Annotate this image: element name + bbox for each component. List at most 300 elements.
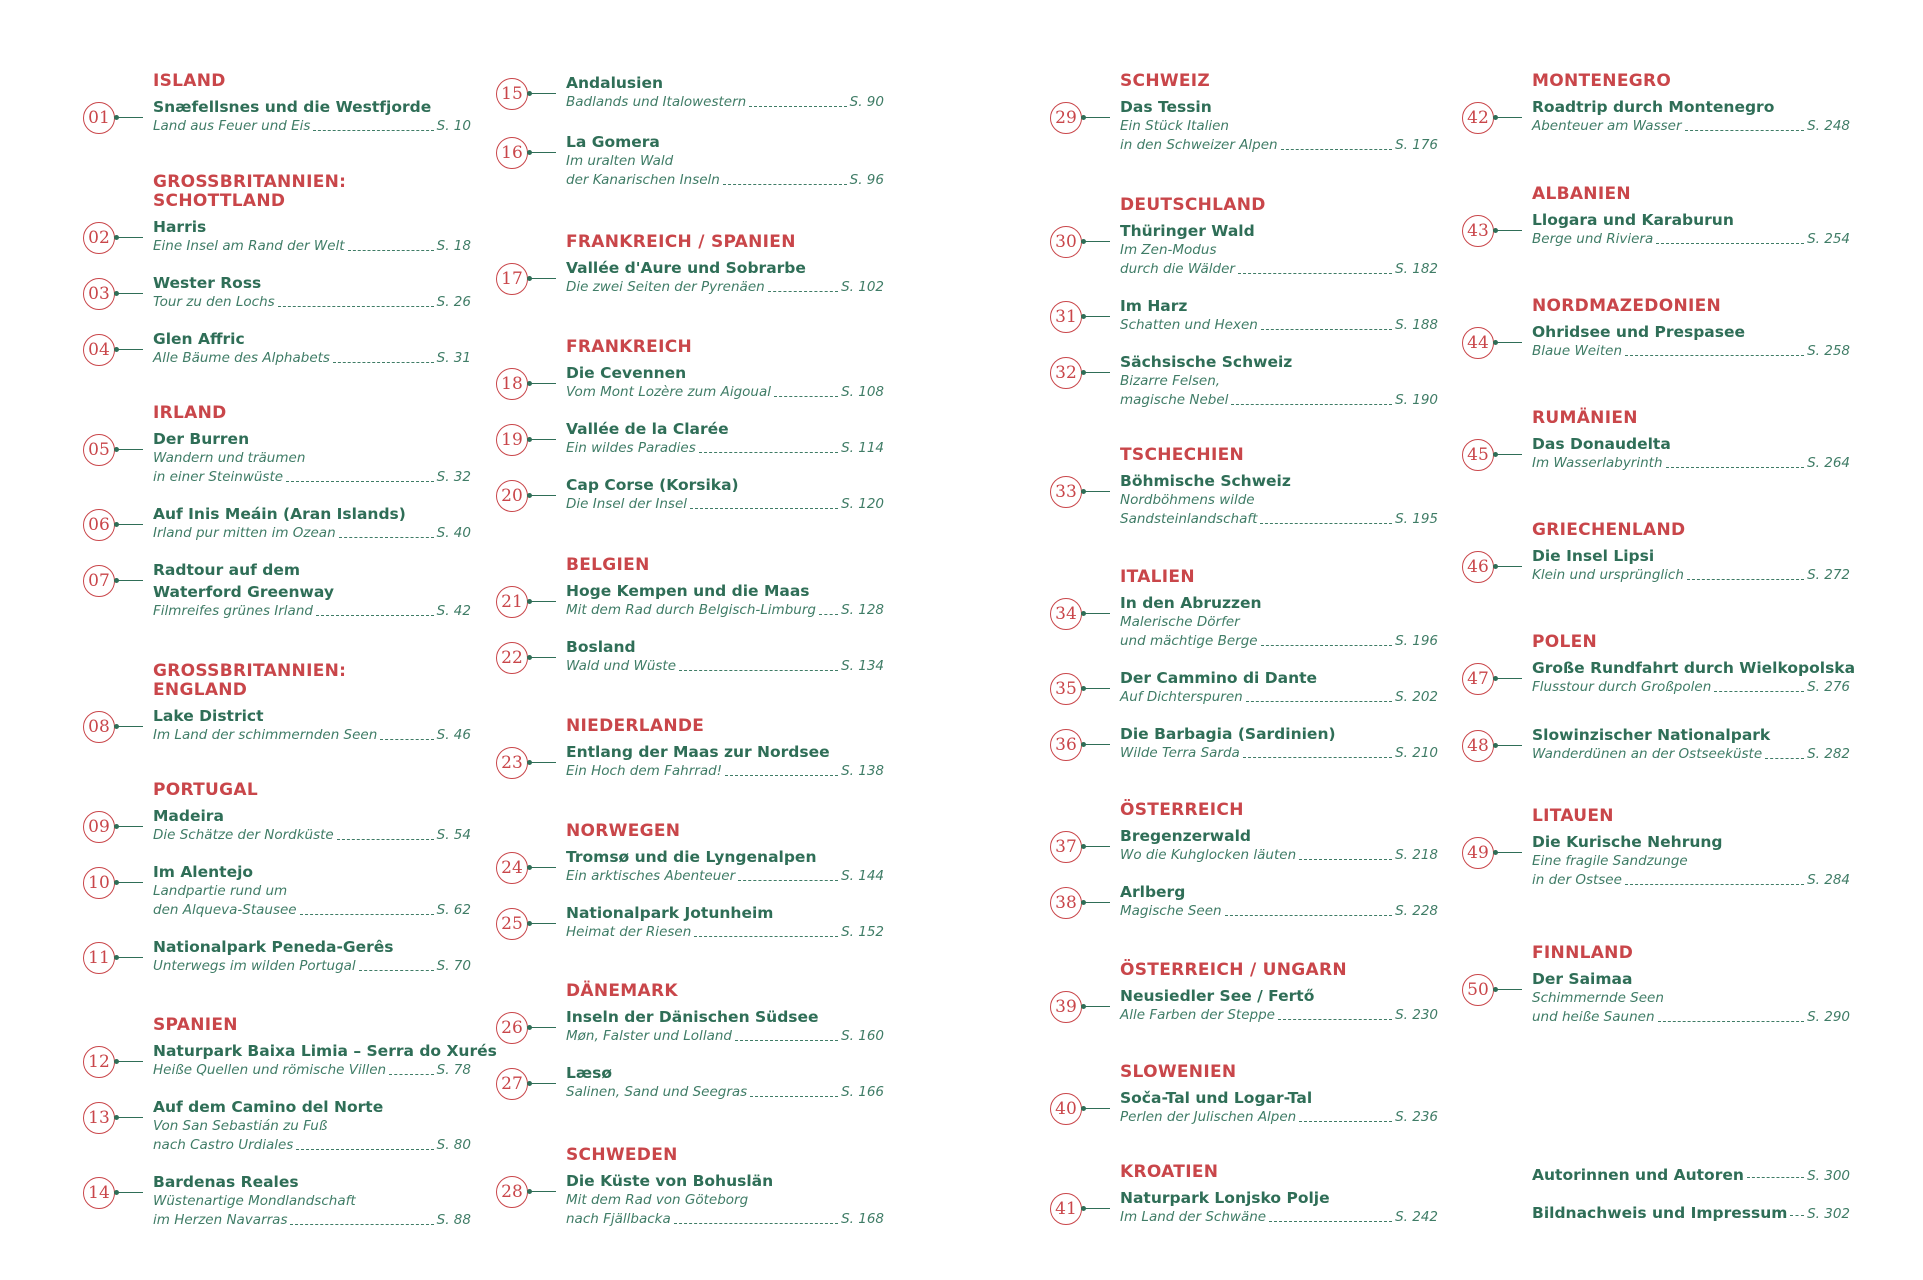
dot-leader: [1260, 523, 1392, 524]
entry-number-badge: 39: [1050, 991, 1082, 1023]
entry-subtitle: [1532, 566, 1850, 585]
connector-line: [1495, 342, 1522, 343]
page-number: S. 264: [1807, 455, 1850, 471]
connector-line: [1083, 1108, 1110, 1109]
entry-number-badge: 02: [83, 222, 115, 254]
page-number: S. 31: [436, 350, 471, 366]
entry-title-line: Arlberg: [1120, 883, 1186, 901]
page-number: S. 242: [1395, 1209, 1438, 1225]
connector-line: [116, 349, 143, 350]
entry-number-badge: 47: [1462, 663, 1494, 695]
entry-number-badge: 33: [1050, 476, 1082, 508]
entry-subtitle-text: Wilde Terra Sarda: [1120, 745, 1240, 761]
entry-title[interactable]: [1120, 351, 1440, 373]
entry-title[interactable]: [566, 474, 886, 496]
entry-title[interactable]: [566, 580, 886, 602]
entry-title[interactable]: [153, 861, 473, 883]
entry-subtitle-text: Magische Seen: [1120, 903, 1222, 919]
connector-line: [116, 1061, 143, 1062]
entry-title-line: Inseln der Dänischen Südsee: [566, 1008, 819, 1026]
entry-title[interactable]: [153, 503, 473, 525]
connector-line: [529, 439, 556, 440]
entry-subtitle: [1120, 902, 1438, 921]
entry-subtitle: [566, 762, 884, 781]
page-number: S. 62: [436, 902, 471, 918]
dot-leader: [286, 481, 434, 482]
dot-leader: [750, 1096, 838, 1097]
entry-subtitle: [566, 657, 884, 676]
entry-subtitle-text: Die zwei Seiten der Pyrenäen: [566, 279, 765, 295]
entry-subtitle-text: Abenteuer am Wasser: [1532, 118, 1682, 134]
entry-title[interactable]: [1120, 825, 1440, 847]
page-number: S. 32: [436, 469, 471, 485]
connector-line: [1083, 241, 1110, 242]
dot-leader: [1625, 355, 1804, 356]
entry-title[interactable]: [1532, 724, 1852, 746]
country-heading: [566, 717, 886, 736]
entry-title-line: Cap Corse (Korsika): [566, 476, 739, 494]
country-heading-line: ÖSTERREICH: [1120, 800, 1244, 820]
entry-title[interactable]: [153, 96, 473, 118]
entry-title[interactable]: [1532, 209, 1852, 231]
entry-title-line: Hoge Kempen und die Maas: [566, 582, 810, 600]
entry-title[interactable]: [153, 216, 473, 238]
country-heading-line: SCHWEDEN: [566, 1145, 678, 1165]
connector-line: [1495, 745, 1522, 746]
entry-title-line: Naturpark Lonjsko Polje: [1120, 1189, 1330, 1207]
entry-title[interactable]: [1120, 96, 1440, 118]
entry-title[interactable]: [1120, 295, 1440, 317]
country-heading-line: SCHWEIZ: [1120, 71, 1211, 91]
entry-subtitle-text: Flusstour durch Großpolen: [1532, 679, 1712, 695]
dot-leader: [1238, 273, 1392, 274]
page-number: S. 10: [436, 118, 471, 134]
page-number: S. 138: [841, 763, 884, 779]
entry-title[interactable]: [566, 1062, 886, 1084]
page-number: S. 182: [1395, 261, 1438, 277]
page-number: S. 144: [841, 868, 884, 884]
dot-leader: [768, 291, 838, 292]
dot-leader: [1269, 1221, 1392, 1222]
page-number: S. 166: [841, 1084, 884, 1100]
entry-subtitle: [1532, 1008, 1850, 1027]
entry-subtitle: [566, 171, 884, 190]
entry-title-line: Thüringer Wald: [1120, 222, 1255, 240]
entry-title-line: Llogara und Karaburun: [1532, 211, 1734, 229]
country-heading-line: NIEDERLANDE: [566, 716, 705, 736]
entry-subtitle-text: im Herzen Navarras: [153, 1212, 288, 1228]
entry-number-badge: 43: [1462, 215, 1494, 247]
entry-title[interactable]: [566, 131, 886, 153]
country-heading: [1532, 633, 1852, 652]
page-number: S. 190: [1395, 392, 1438, 408]
entry-title[interactable]: [153, 1040, 497, 1062]
entry-subtitle: [1532, 454, 1850, 473]
entry-subtitle: [1120, 846, 1438, 865]
entry-subtitle: [566, 601, 884, 620]
entry-subtitle-text: der Kanarischen Inseln: [566, 172, 720, 188]
entry-title[interactable]: [153, 328, 473, 350]
entry-title[interactable]: [1532, 96, 1852, 118]
entry-subtitle-text: Wo die Kuhglocken läuten: [1120, 847, 1297, 863]
page-number: S. 302: [1807, 1206, 1850, 1222]
connector-line: [1083, 902, 1110, 903]
entry-number-badge: 48: [1462, 730, 1494, 762]
page-number: S. 254: [1807, 231, 1850, 247]
entry-subtitle-text: in der Ostsee: [1532, 872, 1622, 888]
entry-subtitle-text: Von San Sebastián zu Fuß: [153, 1118, 328, 1134]
entry-title[interactable]: [1532, 657, 1856, 679]
page-number: S. 236: [1395, 1109, 1438, 1125]
dot-leader: [1658, 1021, 1805, 1022]
country-heading: [1532, 521, 1852, 540]
entry-subtitle-text: Im Land der Schwäne: [1120, 1209, 1267, 1225]
page-number: S. 120: [841, 496, 884, 512]
entry-number-badge: 23: [496, 747, 528, 779]
connector-line: [529, 657, 556, 658]
country-heading-line: MONTENEGRO: [1532, 71, 1672, 91]
entry-subtitle-text: Malerische Dörfer: [1120, 614, 1240, 630]
dot-leader: [1281, 149, 1392, 150]
country-heading-line: KROATIEN: [1120, 1162, 1219, 1182]
entry-number-badge: 04: [83, 334, 115, 366]
entry-subtitle: [153, 1117, 471, 1136]
entry-subtitle-text: den Alqueva-Stausee: [153, 902, 297, 918]
entry-title-line: Lake District: [153, 707, 264, 725]
dot-leader: [313, 130, 433, 131]
connector-line: [529, 923, 556, 924]
dot-leader: [819, 614, 838, 615]
entry-subtitle: [1120, 136, 1438, 155]
entry-number-badge: 49: [1462, 837, 1494, 869]
entry-title-line: Nationalpark Peneda-Gerês: [153, 938, 394, 956]
entry-title-line: Bregenzerwald: [1120, 827, 1251, 845]
dot-leader: [679, 670, 838, 671]
page-number: S. 276: [1807, 679, 1850, 695]
country-heading-line: POLEN: [1532, 632, 1598, 652]
entry-subtitle-text: Berge und Riviera: [1532, 231, 1654, 247]
page-number: S. 80: [436, 1137, 471, 1153]
dot-leader: [674, 1223, 838, 1224]
country-heading-line: BELGIEN: [566, 555, 650, 575]
entry-title[interactable]: [566, 72, 886, 94]
entry-title-line: Radtour auf dem: [153, 561, 301, 579]
appendix-entry[interactable]: [1532, 1162, 1850, 1184]
country-heading: [153, 404, 473, 423]
entry-subtitle-text: nach Fjällbacka: [566, 1211, 671, 1227]
country-heading-line: FINNLAND: [1532, 943, 1634, 963]
country-heading: [566, 822, 886, 841]
dot-leader: [1747, 1177, 1804, 1178]
entry-title[interactable]: [1532, 321, 1852, 343]
entry-subtitle: [1120, 632, 1438, 651]
country-heading: [153, 72, 473, 91]
connector-line: [529, 1191, 556, 1192]
entry-title-line: Das Donaudelta: [1532, 435, 1671, 453]
entry-title[interactable]: [1120, 1187, 1440, 1209]
entry-number-badge: 05: [83, 434, 115, 466]
appendix-title: Bildnachweis und Impressum: [1532, 1204, 1788, 1222]
entry-title[interactable]: [153, 705, 473, 727]
entry-number-badge: 18: [496, 368, 528, 400]
country-heading-line: ALBANIEN: [1532, 184, 1631, 204]
entry-title[interactable]: [153, 1096, 473, 1118]
connector-line: [1083, 846, 1110, 847]
entry-number-badge: 35: [1050, 673, 1082, 705]
entry-title[interactable]: [153, 805, 473, 827]
entry-number-badge: 19: [496, 424, 528, 456]
entry-title[interactable]: [566, 418, 886, 440]
country-heading-line: SLOWENIEN: [1120, 1062, 1237, 1082]
country-heading-line: ISLAND: [153, 71, 226, 91]
entry-title[interactable]: [566, 636, 886, 658]
entry-title[interactable]: [1532, 545, 1852, 567]
entry-title-line: Snæfellsnes und die Westfjorde: [153, 98, 432, 116]
dot-leader: [1656, 243, 1804, 244]
entry-subtitle: [566, 383, 884, 402]
entry-subtitle: [1120, 688, 1438, 707]
dot-leader: [749, 106, 846, 107]
entry-title-line: Neusiedler See / Fertő: [1120, 987, 1315, 1005]
entry-subtitle-text: Sandsteinlandschaft: [1120, 511, 1258, 527]
country-heading-line: DÄNEMARK: [566, 981, 678, 1001]
entry-subtitle-text: Ein wildes Paradies: [566, 440, 696, 456]
country-heading: [566, 233, 886, 252]
dot-leader: [725, 775, 838, 776]
country-heading: [566, 982, 886, 1001]
dot-leader: [290, 1224, 433, 1225]
page-number: S. 40: [436, 525, 471, 541]
entry-number-badge: 20: [496, 480, 528, 512]
dot-leader: [348, 250, 434, 251]
country-heading-line: GRIECHENLAND: [1532, 520, 1686, 540]
entry-title-line: Slowinzischer Nationalpark: [1532, 726, 1771, 744]
entry-subtitle-text: Ein Hoch dem Fahrrad!: [566, 763, 723, 779]
connector-line: [1495, 566, 1522, 567]
entry-subtitle-text: Alle Farben der Steppe: [1120, 1007, 1275, 1023]
connector-line: [1083, 1208, 1110, 1209]
entry-subtitle: [1532, 678, 1850, 697]
entry-title-line: Die Insel Lipsi: [1532, 547, 1655, 565]
page-number: S. 42: [436, 603, 471, 619]
connector-line: [116, 237, 143, 238]
entry-title-line: Die Cevennen: [566, 364, 687, 382]
entry-title[interactable]: [1120, 667, 1440, 689]
dot-leader: [278, 306, 434, 307]
dot-leader: [333, 362, 434, 363]
entry-number-badge: 14: [83, 1177, 115, 1209]
dot-leader: [1625, 884, 1804, 885]
dot-leader: [1765, 758, 1804, 759]
country-heading: [1532, 297, 1852, 316]
entry-subtitle: [153, 1136, 471, 1155]
connector-line: [1083, 316, 1110, 317]
entry-number-badge: 07: [83, 565, 115, 597]
entry-title[interactable]: [566, 741, 886, 763]
entry-title-line: Ohridsee und Prespasee: [1532, 323, 1746, 341]
appendix-title: Autorinnen und Autoren: [1532, 1166, 1744, 1184]
entry-subtitle-text: Mit dem Rad durch Belgisch-Limburg: [566, 602, 816, 618]
entry-number-badge: 34: [1050, 598, 1082, 630]
entry-number-badge: 31: [1050, 301, 1082, 333]
dot-leader: [1687, 579, 1804, 580]
entry-subtitle-text: Im Zen-Modus: [1120, 242, 1217, 258]
entry-subtitle-text: Eine Insel am Rand der Welt: [153, 238, 345, 254]
dot-leader: [339, 537, 434, 538]
connector-line: [116, 826, 143, 827]
entry-title-line: Glen Affric: [153, 330, 245, 348]
entry-title-line: Das Tessin: [1120, 98, 1212, 116]
entry-title[interactable]: [153, 936, 473, 958]
entry-title-line: Der Saimaa: [1532, 970, 1633, 988]
entry-title[interactable]: [153, 559, 473, 603]
dot-leader: [1714, 691, 1804, 692]
page-number: S. 284: [1807, 872, 1850, 888]
entry-title[interactable]: [1120, 470, 1440, 492]
country-heading: [1120, 196, 1440, 215]
page-number: S. 176: [1395, 137, 1438, 153]
entry-subtitle-text: durch die Wälder: [1120, 261, 1235, 277]
connector-line: [1495, 454, 1522, 455]
entry-subtitle: [153, 726, 471, 745]
entry-title[interactable]: [1120, 985, 1440, 1007]
country-heading-line: FRANKREICH / SPANIEN: [566, 232, 796, 252]
entry-title-line: In den Abruzzen: [1120, 594, 1262, 612]
entry-title[interactable]: [566, 362, 886, 384]
entry-title[interactable]: [566, 257, 886, 279]
entry-subtitle-text: Im Wasserlabyrinth: [1532, 455, 1663, 471]
entry-title[interactable]: [566, 846, 886, 868]
page-number: S. 54: [436, 827, 471, 843]
entry-title-line: La Gomera: [566, 133, 660, 151]
country-heading: [1532, 185, 1852, 204]
page-number: S. 102: [841, 279, 884, 295]
country-heading: [1120, 446, 1440, 465]
dot-leader: [774, 396, 838, 397]
country-heading-line: ENGLAND: [153, 680, 248, 700]
country-heading-line: GROSSBRITANNIEN:: [153, 661, 347, 681]
entry-title[interactable]: [566, 1006, 886, 1028]
connector-line: [1495, 678, 1522, 679]
entry-subtitle: [566, 278, 884, 297]
entry-title[interactable]: [1120, 592, 1440, 614]
country-heading-line: FRANKREICH: [566, 337, 692, 357]
entry-subtitle-text: und mächtige Berge: [1120, 633, 1258, 649]
dot-leader: [694, 936, 838, 937]
entry-subtitle-text: Tour zu den Lochs: [153, 294, 275, 310]
country-heading: [1120, 568, 1440, 587]
entry-number-badge: 15: [496, 78, 528, 110]
connector-line: [1495, 117, 1522, 118]
entry-title[interactable]: [153, 1171, 473, 1193]
entry-title[interactable]: [1120, 723, 1440, 745]
page-number: S. 218: [1395, 847, 1438, 863]
entry-title[interactable]: [153, 272, 473, 294]
entry-title[interactable]: [1120, 1087, 1440, 1109]
entry-title-line: Madeira: [153, 807, 224, 825]
country-heading: [1120, 72, 1440, 91]
country-heading-line: LITAUEN: [1532, 806, 1614, 826]
entry-number-badge: 10: [83, 867, 115, 899]
entry-subtitle-text: Ein arktisches Abenteuer: [566, 868, 736, 884]
connector-line: [116, 524, 143, 525]
entry-title[interactable]: [1532, 968, 1852, 990]
entry-subtitle: [153, 349, 471, 368]
entry-subtitle: [566, 1210, 884, 1229]
page-number: S. 90: [849, 94, 884, 110]
entry-subtitle-text: Die Insel der Insel: [566, 496, 688, 512]
connector-line: [529, 495, 556, 496]
country-heading: [566, 1146, 886, 1165]
entry-title[interactable]: [1532, 831, 1852, 853]
entry-title[interactable]: [1120, 881, 1440, 903]
entry-number-badge: 12: [83, 1046, 115, 1078]
entry-subtitle: [1532, 117, 1850, 136]
dot-leader: [300, 914, 434, 915]
country-heading: [153, 662, 473, 700]
dot-leader: [359, 970, 434, 971]
entry-title[interactable]: [153, 428, 473, 450]
entry-number-badge: 17: [496, 263, 528, 295]
dot-leader: [337, 839, 434, 840]
entry-number-badge: 42: [1462, 102, 1494, 134]
entry-number-badge: 50: [1462, 974, 1494, 1006]
entry-subtitle: [566, 93, 884, 112]
entry-subtitle: [566, 1083, 884, 1102]
entry-title-line: Der Burren: [153, 430, 250, 448]
entry-subtitle-text: Schatten und Hexen: [1120, 317, 1258, 333]
entry-subtitle-text: Wüstenartige Mondlandschaft: [153, 1193, 356, 1209]
entry-number-badge: 16: [496, 137, 528, 169]
country-heading-line: NORDMAZEDONIEN: [1532, 296, 1722, 316]
entry-number-badge: 22: [496, 642, 528, 674]
connector-line: [116, 1192, 143, 1193]
entry-subtitle: [153, 524, 471, 543]
entry-subtitle-text: Klein und ursprünglich: [1532, 567, 1684, 583]
connector-line: [1083, 613, 1110, 614]
entry-subtitle: [153, 1211, 471, 1230]
entry-title[interactable]: [1532, 433, 1852, 455]
dot-leader: [1225, 915, 1392, 916]
entry-subtitle-text: Bizarre Felsen,: [1120, 373, 1221, 389]
entry-number-badge: 46: [1462, 551, 1494, 583]
entry-title[interactable]: [1120, 220, 1440, 242]
entry-subtitle-text: in einer Steinwüste: [153, 469, 284, 485]
entry-subtitle: [1120, 117, 1438, 136]
connector-line: [116, 726, 143, 727]
entry-title-line: Sächsische Schweiz: [1120, 353, 1293, 371]
country-heading-line: RUMÄNIEN: [1532, 408, 1638, 428]
entry-title-line: Naturpark Baixa Limia – Serra do Xurés: [153, 1042, 497, 1060]
entry-subtitle: [1532, 852, 1850, 871]
entry-subtitle: [1532, 745, 1850, 764]
dot-leader: [1666, 467, 1805, 468]
entry-number-badge: 45: [1462, 439, 1494, 471]
entry-subtitle: [566, 439, 884, 458]
entry-title-line: Waterford Greenway: [153, 583, 334, 601]
country-heading: [1120, 1163, 1440, 1182]
entry-title-line: Der Cammino di Dante: [1120, 669, 1318, 687]
entry-subtitle: [1532, 871, 1850, 890]
entry-subtitle-text: Filmreifes grünes Irland: [153, 603, 313, 619]
appendix-entry[interactable]: [1532, 1200, 1850, 1222]
entry-number-badge: 11: [83, 942, 115, 974]
dot-leader: [1243, 757, 1392, 758]
entry-title[interactable]: [566, 902, 886, 924]
page-number: S. 152: [841, 924, 884, 940]
entry-title[interactable]: [566, 1170, 886, 1192]
entry-number-badge: 24: [496, 852, 528, 884]
